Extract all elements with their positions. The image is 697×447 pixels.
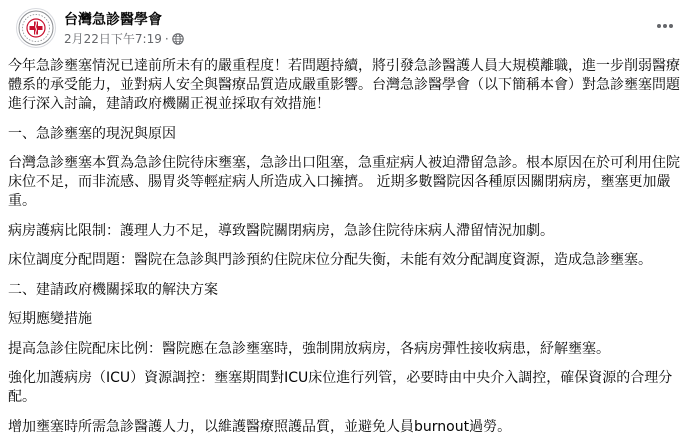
more-horizontal-icon — [655, 16, 675, 36]
section-heading-current-situation: 一、急診壅塞的現況與原因 — [8, 125, 176, 142]
body-paragraph: 台灣急診壅塞本質為急診住院待床壅塞，急診出口阻塞，急重症病人被迫滯留急診。根本原因在於可利用住院床位不足，而非流感、腸胃炎等輕症病人所造成入口擁擠。 近期多數醫院因各種原因關閉病房，壅塞更加嚴重。 — [8, 155, 680, 209]
society-logo-icon — [17, 9, 55, 47]
body-paragraph: 增加壅塞時所需急診醫護人力，以維護醫療照護品質，並避免人員burnout過勞。 — [8, 418, 512, 435]
body-paragraph: 提高急診住院配床比例：醫院應在急診壅塞時，強制開放病房，各病房彈性接收病患，紓解壅塞。 — [8, 340, 610, 357]
subheading-short-term: 短期應變措施 — [8, 311, 92, 327]
post-header — [16, 8, 681, 48]
section-heading-solutions: 二、建請政府機關採取的解決方案 — [8, 281, 218, 298]
page-avatar[interactable] — [16, 8, 56, 48]
body-paragraph: 強化加護病房（ICU）資源調控：壅塞期間對ICU床位進行列管，必要時由中央介入調控，確保資源的合理分配。 — [8, 370, 673, 405]
intro-paragraph: 今年急診壅塞情況已達前所未有的嚴重程度！若問題持續，將引發急診醫護人員大規模離職，進一步削弱醫療體系的承受能力，並對病人安全與醫療品質造成嚴重影響。台灣急診醫學會（以下簡稱本會）對急診壅塞問題進行深入討論，建請政府機關正視並採取有效措施！ — [8, 58, 680, 112]
globe-icon[interactable] — [172, 33, 184, 45]
post-meta — [64, 30, 184, 47]
post-timestamp[interactable]: 2月22日下午7:19 — [64, 32, 162, 46]
meta-separator: · — [164, 31, 169, 46]
post-body — [8, 57, 688, 447]
page-name-link[interactable]: 台灣急診醫學會 — [64, 12, 162, 28]
body-paragraph: 病房護病比限制：護理人力不足，導致醫院關閉病房，急診住院待床病人滯留情況加劇。 — [8, 222, 554, 239]
body-paragraph: 床位調度分配問題：醫院在急診與門診預約住院床位分配失衡，未能有效分配調度資源，造成急診壅塞。 — [8, 252, 652, 268]
post-options-button[interactable] — [649, 10, 681, 42]
